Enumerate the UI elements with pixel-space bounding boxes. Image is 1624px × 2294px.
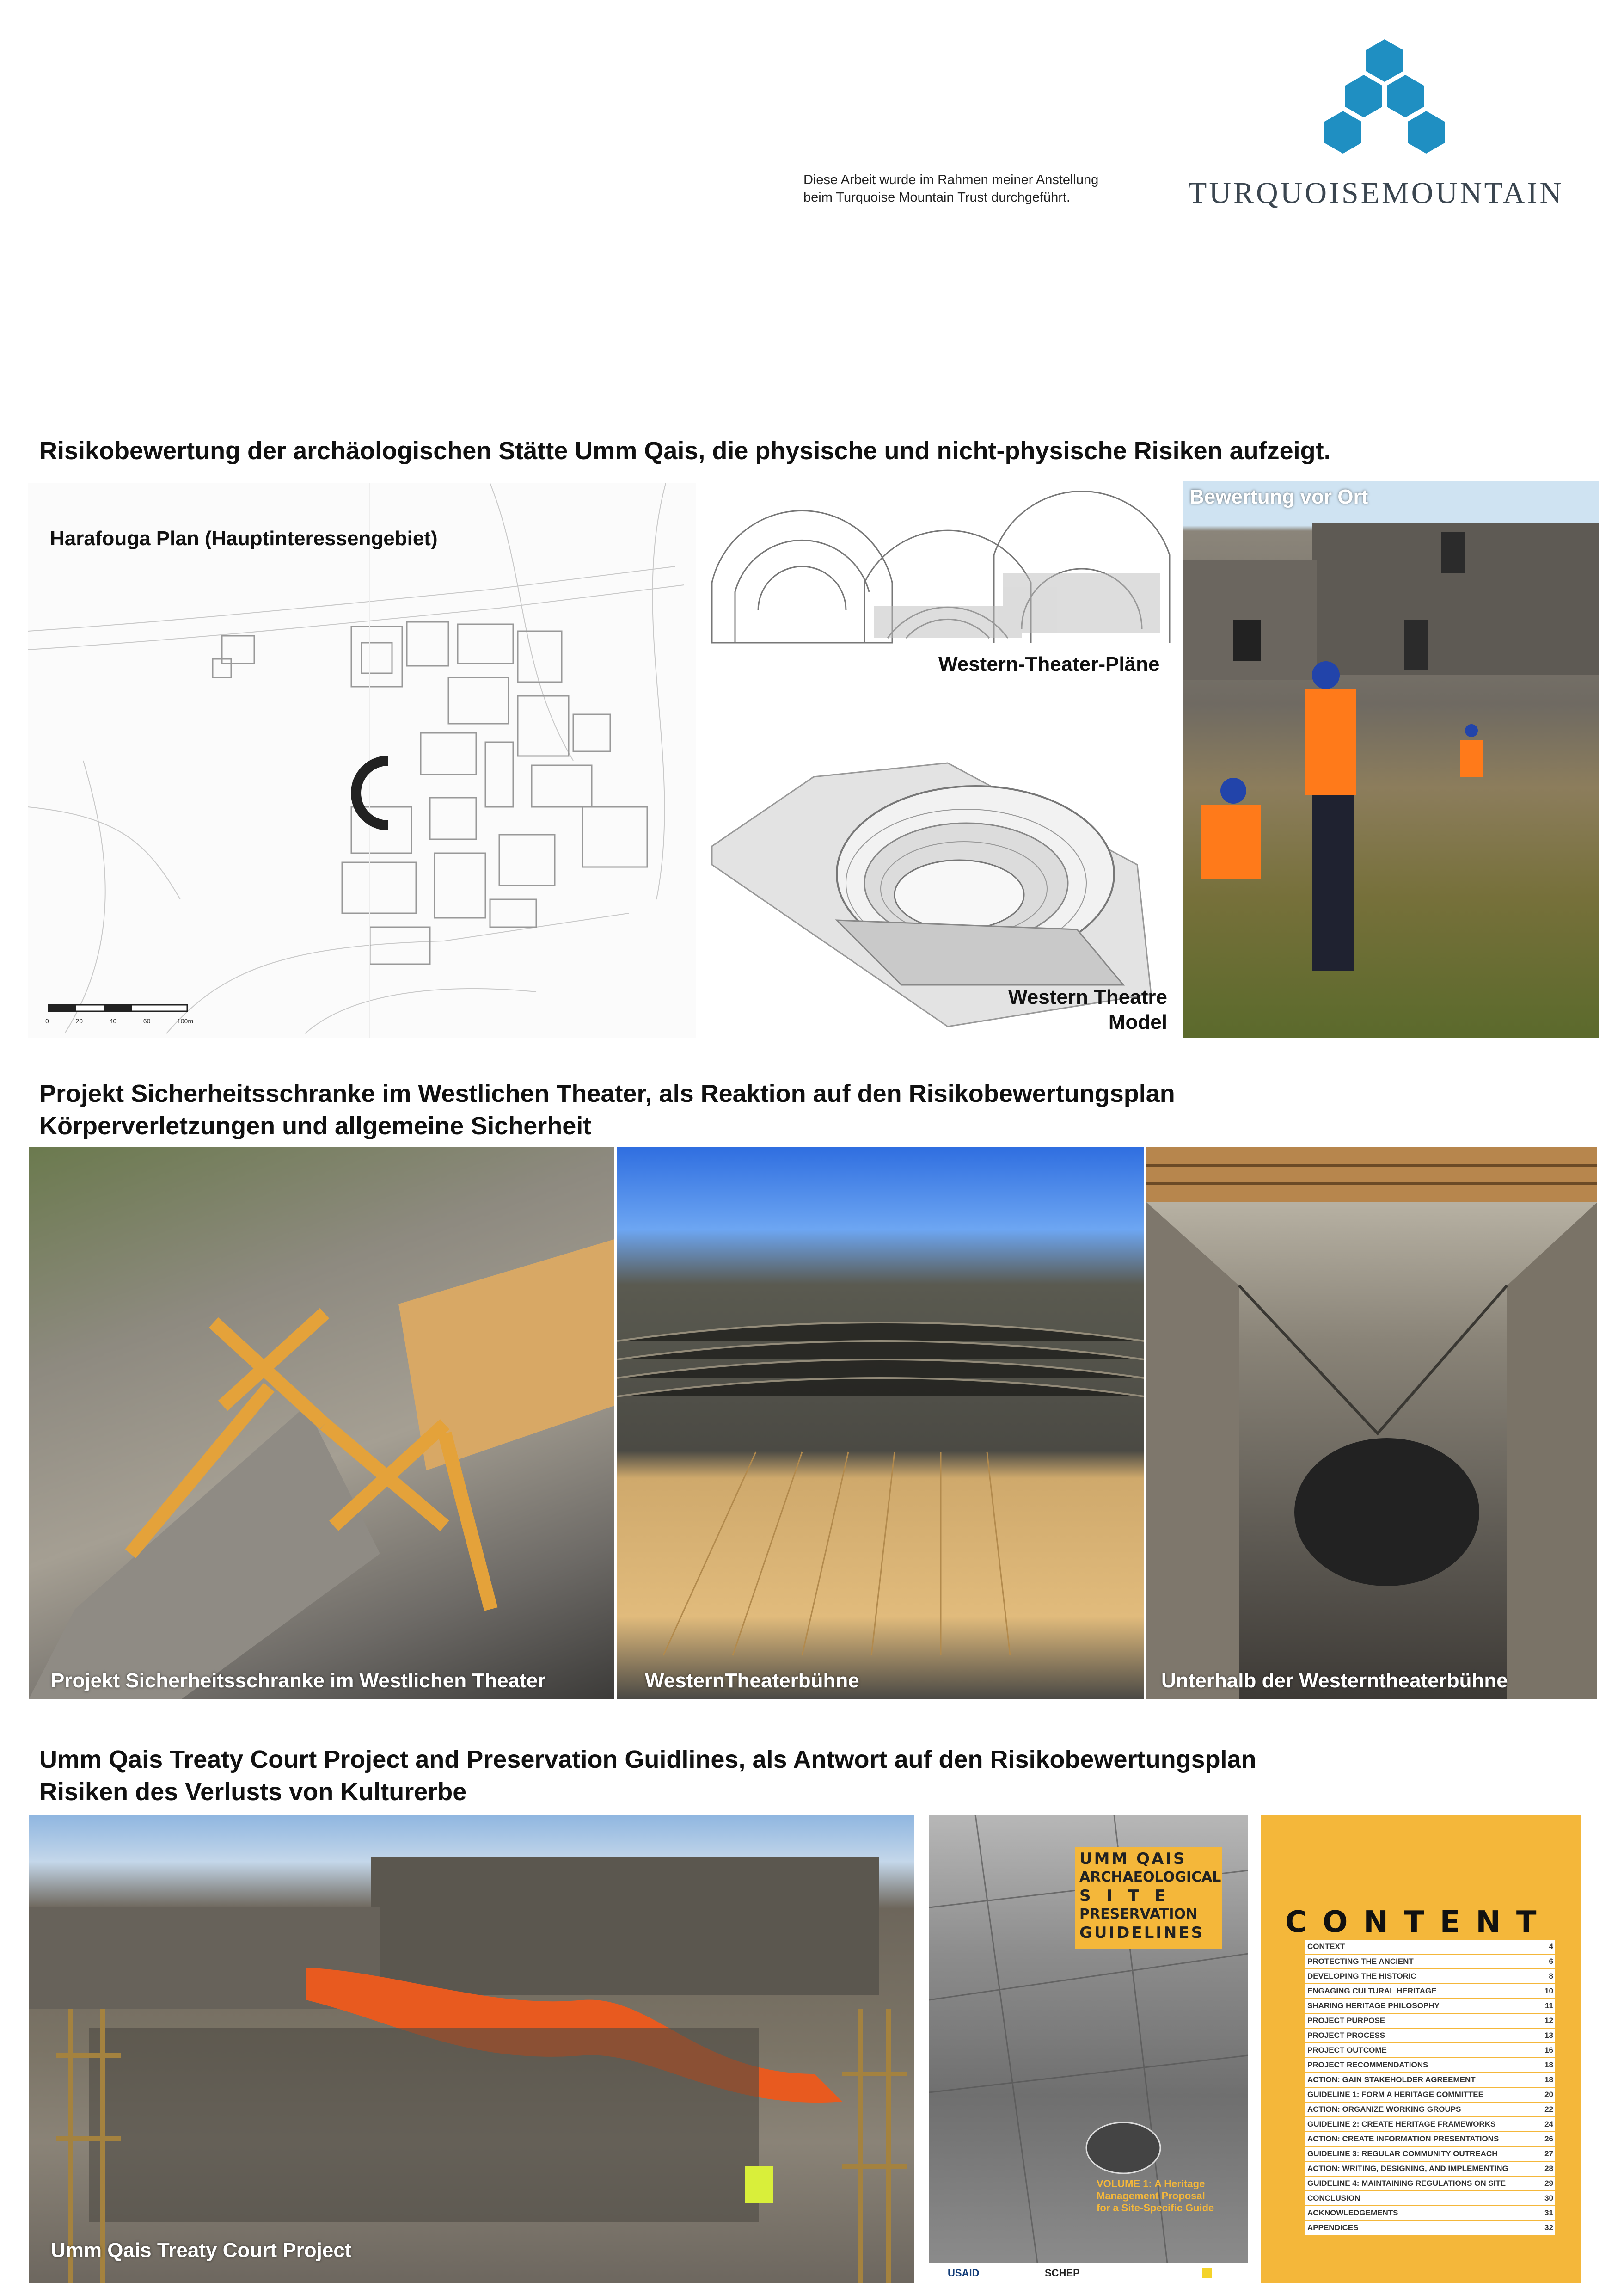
harafouga-plan-label: Harafouga Plan (Hauptinteressengebiet) [50, 527, 438, 550]
toc-title: ACTION: ORGANIZE WORKING GROUPS [1307, 2105, 1461, 2114]
toc-title: APPENDICES [1307, 2223, 1359, 2232]
toc-title: DEVELOPING THE HISTORIC [1307, 1972, 1416, 1980]
safety-barrier-photo [29, 1147, 614, 1699]
scale-label: 20 [75, 1017, 83, 1025]
toc-page: 26 [1544, 2134, 1553, 2143]
toc-row [1305, 1999, 1555, 2014]
safety-barrier-caption: Projekt Sicherheitsschranke im Westlichen Theater [51, 1669, 546, 1692]
toc-row [1305, 1969, 1555, 1984]
onsite-assessment-label: Bewertung vor Ort [1189, 486, 1368, 508]
table-of-contents [1305, 1940, 1555, 2236]
toc-title: GUIDELINE 2: CREATE HERITAGE FRAMEWORKS [1307, 2120, 1496, 2128]
toc-title: CONTEXT [1307, 1942, 1345, 1951]
site-plan-drawing [28, 483, 696, 1038]
usaid-logo-text: USAID [948, 2267, 980, 2279]
toc-row [1305, 2132, 1555, 2147]
turquoise-mountain-logo-icon [1318, 37, 1452, 166]
toc-row [1305, 2221, 1555, 2236]
under-stage-photo [1146, 1147, 1597, 1699]
toc-page: 22 [1544, 2105, 1553, 2114]
toc-page: 4 [1549, 1942, 1553, 1951]
toc-row [1305, 2029, 1555, 2043]
section2-heading-line1: Projekt Sicherheitsschranke im Westlichen Theater, als Reaktion auf den Risikobewertungsplan [39, 1080, 1175, 1107]
toc-row [1305, 2162, 1555, 2177]
toc-row [1305, 2177, 1555, 2191]
treaty-court-caption: Umm Qais Treaty Court Project [51, 2239, 352, 2262]
guidelines-title [1079, 1850, 1223, 1942]
toc-page: 16 [1544, 2046, 1553, 2054]
guidelines-volume-text [1097, 2178, 1235, 2214]
western-theater-plans-drawing [707, 490, 1174, 647]
toc-title: ACKNOWLEDGEMENTS [1307, 2208, 1398, 2217]
toc-title: ACTION: GAIN STAKEHOLDER AGREEMENT [1307, 2075, 1476, 2084]
guidelines-logo-strip [929, 2263, 1248, 2283]
toc-title: CONCLUSION [1307, 2194, 1360, 2202]
model-label-line2: Model [1108, 1011, 1167, 1033]
under-stage-caption: Unterhalb der Westerntheaterbühne [1161, 1669, 1508, 1692]
turquoise-mountain-wordmark: TURQUOISEMOUNTAIN [1188, 176, 1564, 210]
section3-heading-line2: Risiken des Verlusts von Kulturerbe [39, 1778, 467, 1806]
toc-page: 20 [1544, 2090, 1553, 2099]
toc-page: 31 [1544, 2208, 1553, 2217]
toc-page: 18 [1544, 2060, 1553, 2069]
toc-page: 28 [1544, 2164, 1553, 2173]
section2-heading-line2: Körperverletzungen und allgemeine Sicherheit [39, 1112, 592, 1140]
toc-title: ENGAGING CULTURAL HERITAGE [1307, 1986, 1437, 1995]
toc-title: SHARING HERITAGE PHILOSOPHY [1307, 2001, 1440, 2010]
schep-logo-text: SCHEP [1045, 2267, 1080, 2279]
toc-title: PROJECT PURPOSE [1307, 2016, 1385, 2025]
harafouga-site-plan [28, 483, 696, 1038]
section2-heading [39, 1077, 1175, 1142]
toc-title: GUIDELINE 1: FORM A HERITAGE COMMITTEE [1307, 2090, 1483, 2099]
toc-page: 32 [1544, 2223, 1553, 2232]
content-title: CONTENT [1285, 1905, 1552, 1939]
yellow-logo-icon [1202, 2268, 1212, 2278]
toc-row [1305, 2058, 1555, 2073]
toc-row [1305, 2088, 1555, 2103]
toc-row [1305, 1940, 1555, 1955]
toc-title: ACTION: CREATE INFORMATION PRESENTATIONS [1307, 2134, 1499, 2143]
toc-row [1305, 2147, 1555, 2162]
toc-page: 27 [1544, 2149, 1553, 2158]
guidelines-title-line: SITE [1079, 1887, 1181, 1905]
toc-page: 24 [1544, 2120, 1553, 2128]
credit-line-1: Diese Arbeit wurde im Rahmen meiner Anstellung [803, 172, 1099, 187]
credit-note [803, 171, 1183, 206]
guidelines-title-line: PRESERVATION [1079, 1906, 1198, 1922]
toc-page: 11 [1545, 2001, 1553, 2010]
toc-page: 10 [1544, 1986, 1553, 1995]
scale-label: 0 [45, 1017, 49, 1025]
toc-row [1305, 1955, 1555, 1969]
toc-page: 18 [1544, 2075, 1553, 2084]
onsite-assessment-photo [1183, 481, 1599, 1038]
toc-row [1305, 2043, 1555, 2058]
toc-title: PROTECTING THE ANCIENT [1307, 1957, 1414, 1966]
theater-stage-caption: WesternTheaterbühne [645, 1669, 859, 1692]
toc-page: 30 [1544, 2194, 1553, 2202]
scale-label: 60 [143, 1017, 151, 1025]
toc-title: GUIDELINE 4: MAINTAINING REGULATIONS ON SITE [1307, 2179, 1506, 2188]
theater-plans-label: Western-Theater-Pläne [938, 653, 1160, 676]
guidelines-volume-line3: for a Site-Specific Guide [1097, 2202, 1214, 2214]
toc-row [1305, 2117, 1555, 2132]
toc-page: 12 [1544, 2016, 1553, 2025]
toc-row [1305, 2073, 1555, 2088]
guidelines-title-line: UMM QAIS [1079, 1850, 1187, 1868]
toc-title: PROJECT OUTCOME [1307, 2046, 1387, 2054]
section3-heading [39, 1743, 1256, 1808]
western-theatre-model-label [1001, 985, 1167, 1035]
toc-title: ACTION: WRITING, DESIGNING, AND IMPLEMENTING [1307, 2164, 1508, 2173]
scale-label: 100m [177, 1017, 193, 1025]
toc-page: 6 [1549, 1957, 1553, 1966]
guidelines-volume-line2: Management Proposal [1097, 2190, 1205, 2202]
toc-page: 8 [1549, 1972, 1553, 1980]
toc-row [1305, 2191, 1555, 2206]
toc-row [1305, 2103, 1555, 2117]
toc-row [1305, 2206, 1555, 2221]
toc-row [1305, 1984, 1555, 1999]
toc-title: PROJECT PROCESS [1307, 2031, 1385, 2040]
scale-labels [45, 1017, 193, 1025]
toc-title: GUIDELINE 3: REGULAR COMMUNITY OUTREACH [1307, 2149, 1498, 2158]
guidelines-title-line: GUIDELINES [1079, 1924, 1205, 1942]
guidelines-volume-line1: VOLUME 1: A Heritage [1097, 2178, 1205, 2189]
scale-label: 40 [109, 1017, 117, 1025]
western-theater-outline [356, 761, 388, 825]
model-label-line1: Western Theatre [1008, 986, 1167, 1009]
section3-heading-line1: Umm Qais Treaty Court Project and Preservation Guidlines, als Antwort auf den Risikobewertungsplan [39, 1746, 1256, 1773]
guidelines-title-line: ARCHAEOLOGICAL [1079, 1869, 1221, 1885]
toc-page: 13 [1544, 2031, 1553, 2040]
credit-line-2: beim Turquoise Mountain Trust durchgeführt. [803, 190, 1071, 205]
treaty-court-photo [29, 1815, 914, 2283]
section1-heading: Risikobewertung der archäologischen Stätte Umm Qais, die physische und nicht-physische Risiken aufzeigt. [39, 437, 1331, 465]
toc-title: PROJECT RECOMMENDATIONS [1307, 2060, 1428, 2069]
toc-row [1305, 2014, 1555, 2029]
theater-stage-photo [617, 1147, 1144, 1699]
toc-page: 29 [1544, 2179, 1553, 2188]
